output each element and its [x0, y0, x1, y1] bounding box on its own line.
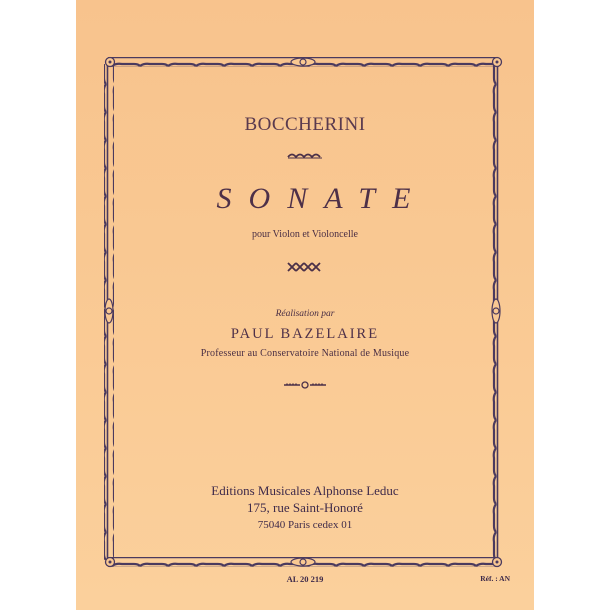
publisher-name: Editions Musicales Alphonse Leduc [211, 483, 399, 498]
reference-code: Réf. : AN [480, 574, 510, 583]
work-title: SONATE [216, 182, 428, 215]
instrumentation-subtitle: pour Violon et Violoncelle [252, 229, 358, 240]
publisher-address: 175, rue Saint-Honoré [247, 500, 363, 515]
realisation-label: Réalisation par [275, 309, 335, 319]
lattice-ornament-icon [287, 262, 323, 272]
catalog-number: AL 20 219 [286, 574, 324, 584]
arranger-name: PAUL BAZELAIRE [230, 326, 380, 342]
composer-name: BOCCHERINI [244, 114, 366, 135]
arranger-title: Professeur au Conservatoire National de Musique [200, 348, 410, 359]
wave-ornament-icon [287, 151, 323, 159]
rosette-line-ornament-icon [283, 381, 327, 389]
publisher-city: 75040 Paris cedex 01 [257, 519, 353, 531]
